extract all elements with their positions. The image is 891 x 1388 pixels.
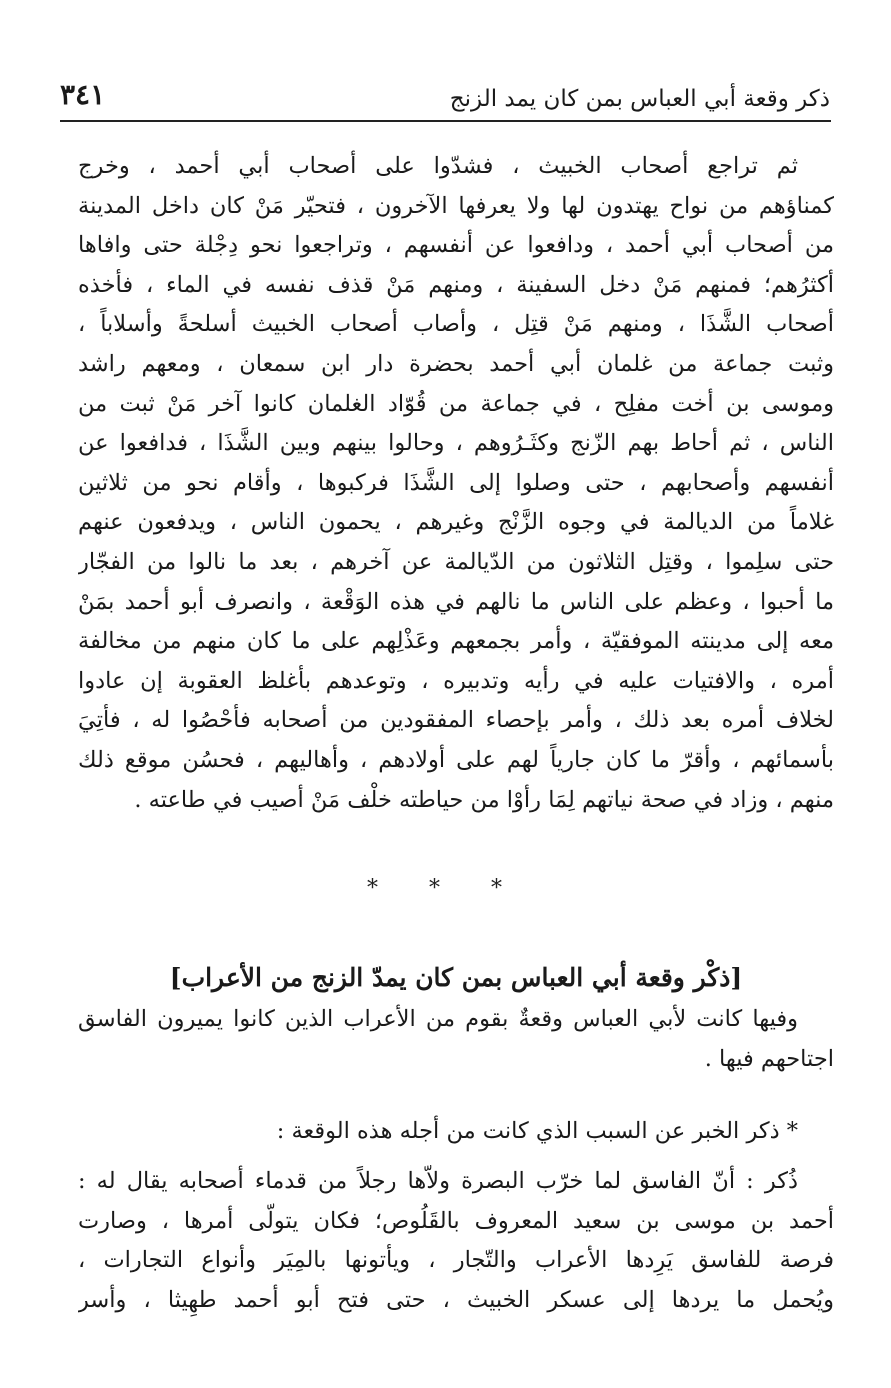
text-line: معه إلى مدينته الموفقيّة ، وأمر بجمعهم وعَذْلِهم على ما كان منهم من مخالفة [78,628,834,655]
text-line: ثم تراجع أصحاب الخبيث ، فشدّوا على أصحاب أبي أحمد ، وخرج [78,153,798,179]
text-line: بأسمائهم ، وأقرّ ما كان جارياً لهم على أولادهم ، وأهاليهم ، فحسُن موقع ذلك [78,746,834,773]
text-line: من أصحاب أبي أحمد ، ودافعوا عن أنفسهم ، وتراجعوا نحو دِجْلة حتى وافاها [78,232,834,259]
text-line: أصحاب الشَّذَا ، ومنهم مَنْ قتِل ، وأصاب أصحاب الخبيث أسلحةً وأسلاباً ، [78,311,834,338]
text-line: كمناؤهم من نواح يهتدون لها ولا يعرفها الآخرون ، فتحيّر مَنْ كان داخل المدينة [78,192,834,219]
text-line: أنفسهم وأصحابهم ، حتى وصلوا إلى الشَّذَا فركبوها ، وأقام نحو من ثلاثين [78,469,834,496]
paragraph-2 [78,1000,834,1079]
text-line: ذُكر : أنّ الفاسق لما خرّب البصرة ولاّها رجلاً من قدماء أصحابه يقال له : [78,1168,798,1194]
text-line: * ذكر الخبر عن السبب الذي كانت من أجله هذه الوقعة : [276,1118,798,1144]
running-header [60,78,830,122]
running-title: ذكر وقعة أبي العباس بمن كان يمد الزنج [449,86,830,112]
text-line: فرصة للفاسق يَرِدها الأعراب والتّجار ، ويأتونها بالمِيَر وأنواع التجارات ، [78,1247,834,1274]
section-separator: * * * [367,876,524,901]
text-line: أمره ، والافتيات عليه في رأيه وتدبيره ، وتوعدهم بأغلظ العقوبة إن عادوا [78,667,834,694]
text-line: أكثرُهم؛ فمنهم مَنْ دخل السفينة ، ومنهم مَنْ قذف نفسه في الماء ، فأخذه [78,271,834,298]
text-line: لخلاف أمره بعد ذلك ، وأمر بإحصاء المفقودين من أصحابه فأحْصُوا له ، فأتِيَ [78,707,834,734]
text-line: اجتاحهم فيها . [704,1045,834,1072]
text-line: وفيها كانت لأبي العباس وقعةٌ بقوم من الأعراب الذين كانوا يميرون الفاسق [78,1006,798,1032]
text-line: وثبت جماعة من غلمان أبي أحمد بحضرة دار ابن سمعان ، ومعهم راشد [78,350,834,377]
text-line: ويُحمل ما يردها إلى عسكر الخبيث ، حتى فتح أبو أحمد طهِيثا ، وأسر [78,1286,834,1313]
text-line: وموسى بن أخت مفلِح ، في جماعة من قُوّاد الغلمان كانوا آخر مَنْ ثبت من [78,390,834,417]
paragraph-4 [78,1162,834,1320]
text-line: حتى سلِموا ، وقتِل الثلاثون من الدّيالمة عن آخرهم ، بعد ما نالوا من الفجّار [78,548,834,575]
text-line: ما أحبوا ، وعظم على الناس ما نالهم في هذه الوَقْعة ، وانصرف أبو أحمد بمَنْ [78,588,834,615]
paragraph-1 [78,147,834,820]
page-number: ٣٤١ [60,78,106,111]
text-line: غلاماً من الديالمة في وجوه الزَّنْج وغيرهم ، يحمون الناس ، ويدفعون عنهم [78,509,834,536]
text-line: الناس ، ثم أحاط بهم الزّنج وكثَـرُوهم ، وحالوا بينهم وبين الشَّذَا ، فدافعوا عن [78,430,834,457]
section-heading: [ذكْر وقعة أبي العباس بمن كان يمدّ الزنج من الأعراب] [169,963,743,992]
header-rule [60,120,831,122]
text-line: منهم ، وزاد في صحة نياتهم لِمَا رأوْا من حياطته خلْف مَنْ أصيب في طاعته . [134,786,834,813]
text-line: أحمد بن موسى بن سعيد المعروف بالقَلُوص؛ فكان يتولّى أمرها ، وصارت [78,1207,834,1234]
paragraph-3 [78,1112,834,1152]
